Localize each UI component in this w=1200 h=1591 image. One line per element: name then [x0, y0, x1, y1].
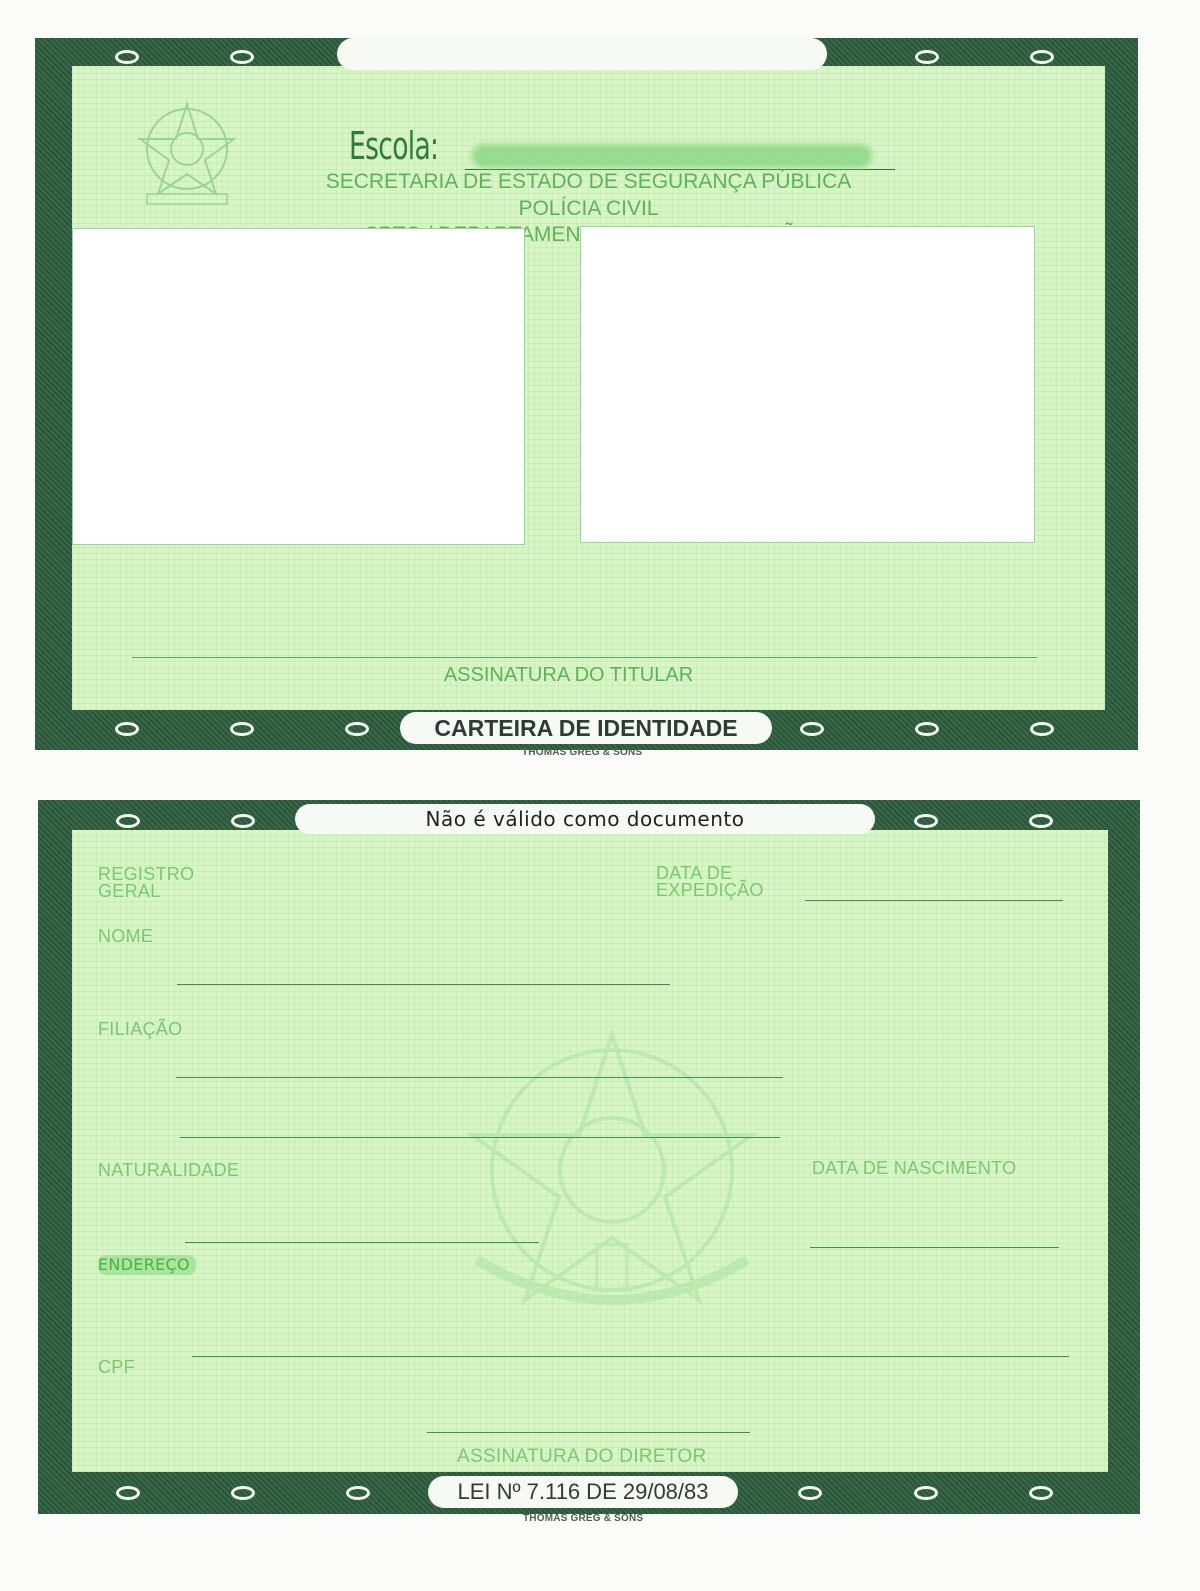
border-ring: [230, 50, 254, 64]
filiacao-line-2: [180, 1137, 780, 1138]
filiacao-line-1: [176, 1077, 783, 1078]
card-title: CARTEIRA DE IDENTIDADE: [400, 712, 772, 744]
border-ring: [345, 722, 369, 736]
id-card-back: [38, 800, 1140, 1514]
endereco-label: ENDEREÇO: [98, 1255, 196, 1275]
registro-geral-label-1: REGISTRO: [98, 864, 195, 884]
director-signature-line: [427, 1432, 750, 1433]
data-expedicao-label-1: DATA DE: [656, 863, 733, 883]
photo-box: [72, 228, 525, 545]
border-ring: [230, 722, 254, 736]
nome-label: NOME: [98, 926, 154, 946]
border-ring: [116, 814, 140, 828]
card-face: [72, 830, 1108, 1472]
naturalidade-line: [185, 1242, 539, 1243]
director-signature-label: ASSINATURA DO DIRETOR: [457, 1446, 707, 1467]
border-ring: [115, 50, 139, 64]
data-expedicao-line: [805, 900, 1063, 901]
id-card-front: [35, 38, 1138, 750]
coat-of-arms-icon: [132, 94, 242, 214]
border-ring: [800, 722, 824, 736]
validity-note-banner: [295, 804, 875, 834]
data-expedicao-label-2: EXPEDIÇÃO: [656, 880, 764, 900]
holder-signature-line: [132, 657, 1037, 658]
border-ring: [231, 814, 255, 828]
border-ring: [1029, 814, 1053, 828]
border-ring: [914, 814, 938, 828]
data-nascimento-label: DATA DE NASCIMENTO: [812, 1158, 1017, 1178]
holder-signature-label: ASSINATURA DO TITULAR: [443, 664, 694, 686]
thumbprint-box: [580, 226, 1035, 543]
coat-of-arms-icon: [447, 1010, 777, 1350]
front-printer-label: THOMAS GREG & SONS: [522, 747, 643, 758]
top-banner: [337, 38, 827, 70]
border-ring: [231, 1486, 255, 1500]
border-ring: [798, 1486, 822, 1500]
validity-note: Não é válido como documento: [425, 807, 745, 831]
border-ring: [346, 1486, 370, 1500]
border-ring: [915, 50, 939, 64]
border-ring: [115, 722, 139, 736]
filiacao-label: FILIAÇÃO: [98, 1019, 183, 1039]
nome-line: [177, 984, 670, 985]
header-secretaria: SECRETARIA DE ESTADO DE SEGURANÇA PÚBLICA: [325, 170, 852, 193]
school-label: Escola:: [349, 124, 439, 168]
border-ring: [914, 1486, 938, 1500]
cpf-label: CPF: [98, 1357, 135, 1377]
border-ring: [1029, 1486, 1053, 1500]
header-policia: POLÍCIA CIVIL: [518, 197, 659, 220]
data-nascimento-line: [810, 1247, 1059, 1248]
registro-geral-label-2: GERAL: [98, 881, 161, 901]
cpf-line: [192, 1356, 1069, 1357]
border-ring: [1030, 50, 1054, 64]
naturalidade-label: NATURALIDADE: [98, 1160, 240, 1180]
card-face: [72, 66, 1105, 710]
border-ring: [116, 1486, 140, 1500]
back-printer-label: THOMAS GREG & SONS: [523, 1513, 644, 1524]
border-ring: [1030, 722, 1054, 736]
school-field-redaction: [472, 144, 872, 168]
law-banner: LEI Nº 7.116 DE 29/08/83: [428, 1476, 738, 1508]
border-ring: [915, 722, 939, 736]
